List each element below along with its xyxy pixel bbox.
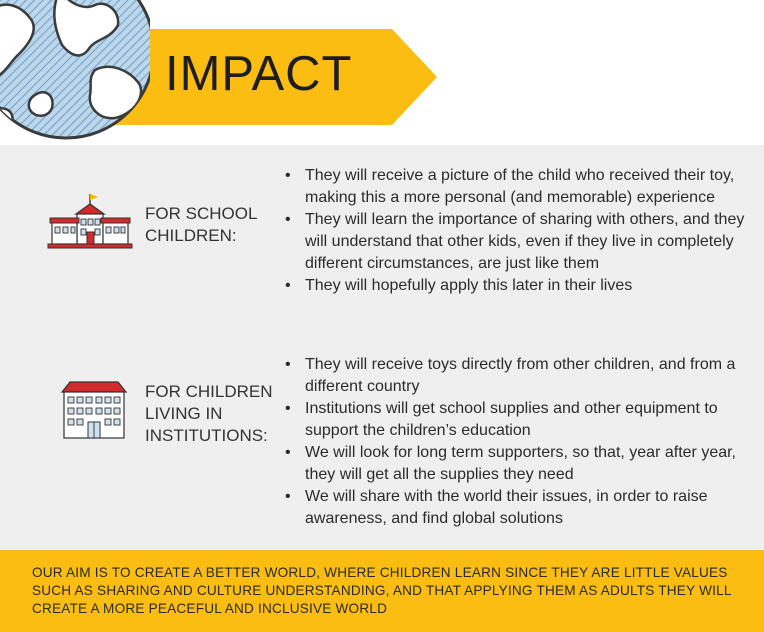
list-item: • We will share with the world their issues, in order to raise awareness, and find global solutions: [285, 486, 745, 530]
list-item: • They will hopefully apply this later in their lives: [285, 275, 745, 297]
globe-icon: [0, 0, 150, 145]
institution-building-icon: [60, 378, 128, 447]
list-item: • We will look for long term supporters, so that, year after year, they will get all the supplies they need: [285, 442, 745, 486]
page-title: IMPACT: [165, 47, 353, 101]
school-building-icon: [46, 192, 134, 255]
section-label-school-children: FOR SCHOOL CHILDREN:: [145, 204, 258, 245]
section-label-children-in-institutions: FOR CHILDREN LIVING IN INSTITUTIONS:: [145, 382, 273, 445]
school-children-bullets: [285, 165, 745, 297]
list-item: • They will receive a picture of the child who received their toy, making this a more personal (and memorable) experience: [285, 165, 745, 209]
list-item: • They will receive toys directly from other children, and from a different country: [285, 354, 745, 398]
list-item: • Institutions will get school supplies and other equipment to support the children’s education: [285, 398, 745, 442]
aim-footer: [0, 550, 764, 632]
institution-children-bullets: [285, 354, 745, 530]
aim-statement: OUR AIM IS TO CREATE A BETTER WORLD, WHERE CHILDREN LEARN SINCE THEY ARE LITTLE VALUES SUCH AS SHARING AND CULTURE UNDERSTANDING, AND THAT APPLYING THEM AS ADULTS THEY WILL CREATE A MORE PEACEFUL AND INCLUSIVE WORLD: [32, 565, 732, 616]
list-item: • They will learn the importance of sharing with others, and they will understand that other kids, even if they live in completely different circumstances, are just like them: [285, 209, 745, 275]
